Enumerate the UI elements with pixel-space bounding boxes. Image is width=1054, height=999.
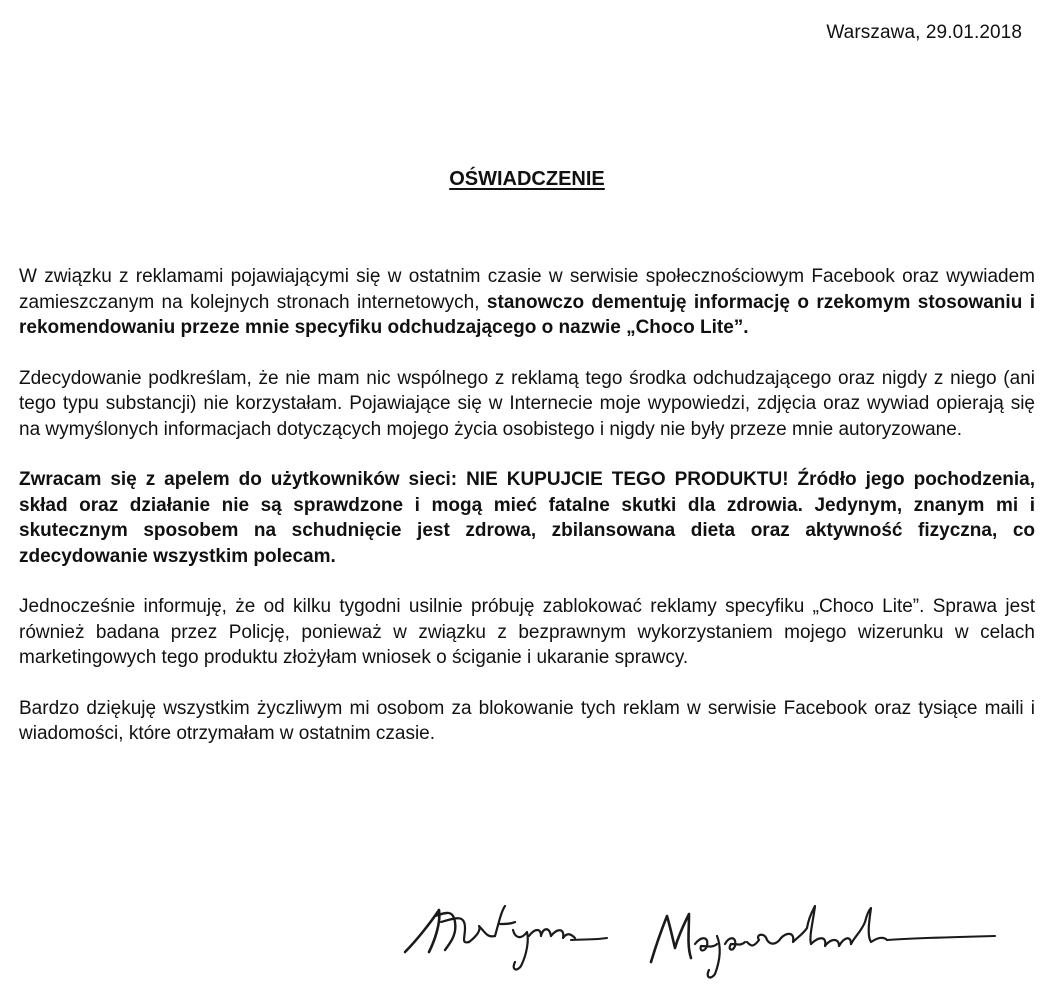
paragraph-intro [19, 264, 1035, 341]
paragraph-intro-bold: stanowczo dementuję informację o rzekomym stosowaniu i rekomendowaniu przeze mnie specyfiku odchudzającego o nazwie „Choco Lite”. [19, 291, 1035, 338]
letter-body [19, 264, 1035, 772]
paragraph-thanks: Bardzo dziękuję wszystkim życzliwym mi osobom za blokowanie tych reklam w serwisie Facebook oraz tysiące maili i wiadomości, które otrzymałam w ostatnim czasie. [19, 697, 1035, 744]
letter-title: OŚWIADCZENIE [449, 168, 605, 190]
paragraph-disclaimer: Zdecydowanie podkreślam, że nie mam nic wspólnego z reklamą tego środka odchudzającego oraz nigdy z niego (ani tego typu substancji) nie korzystałam. Pojawiające się w Internecie moje wypowiedzi, zdjęcia oraz wywiad opierają się na wymyślonych informacjach dotyczących mojego życia osobistego i nigdy nie były przeze mnie autoryzowane. [19, 367, 1035, 440]
signature-icon [395, 892, 1045, 982]
handwritten-signature [395, 892, 1045, 982]
paragraph-police: Jednocześnie informuję, że od kilku tygodni usilnie próbuję zablokować reklamy specyfiku „Choco Lite”. Sprawa jest również badana przez Policję, ponieważ w związku z bezprawnym wykorzystaniem mojego wizerunku w celach marketingowych tego produktu złożyłam wniosek o ściganie i ukaranie sprawcy. [19, 596, 1035, 668]
paragraph-intro-text: W związku z reklamami pojawiającymi się w ostatnim czasie w serwisie społecznościowym Facebook oraz wywiadem zamieszczanym na kolejnych stronach internetowych, [19, 266, 1035, 313]
paragraph-appeal: Zwracam się z apelem do użytkowników sieci: NIE KUPUJCIE TEGO PRODUKTU! Źródło jego pochodzenia, skład oraz działanie nie są sprawdzone i mogą mieć fatalne skutki dla zdrowia. Jedynym, znanym mi i skutecznym sposobem na schudnięcie jest zdrowa, zbilansowana dieta oraz aktywność fizyczna, co zdecydowanie wszystkim polecam. [19, 469, 1035, 567]
letter-date: Warszawa, 29.01.2018 [826, 22, 1022, 43]
